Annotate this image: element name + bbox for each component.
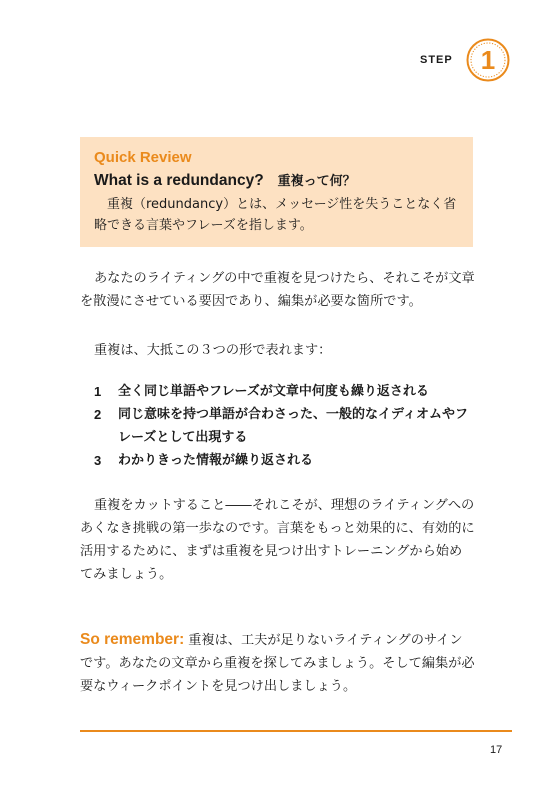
quick-review-question-en: What is a redundancy?	[94, 172, 264, 189]
so-remember-paragraph	[80, 628, 475, 698]
footer-rule	[80, 730, 512, 732]
step-label: STEP	[420, 54, 453, 66]
so-remember-label: So remember:	[80, 631, 185, 648]
list-item	[94, 403, 474, 449]
body-paragraph-3: 重複をカットすること――それこそが、理想のライティングへのあくなき挑戦の第一歩なのです。言葉をもっと効果的に、有効的に活用するために、まずは重複を見つけ出すトレーニングから始めてみましょう。	[80, 498, 475, 582]
step-badge	[466, 38, 510, 82]
list-item-number: 1	[94, 384, 102, 399]
quick-review-box	[80, 137, 473, 247]
body-paragraph-2: 重複は、大抵この３つの形で表れます：	[94, 343, 332, 358]
list-item-number: 3	[94, 453, 102, 468]
list-item	[94, 449, 474, 472]
redundancy-list	[94, 380, 474, 472]
body-paragraph-1: あなたのライティングの中で重複を見つけたら、それこそが文章を散漫にさせている要因であり、編集が必要な箇所です。	[80, 271, 475, 309]
list-item-text: わかりきった情報が繰り返される	[118, 453, 314, 468]
list-item-text: 同じ意味を持つ単語が合わさった、一般的なイディオムやフレーズとして出現する	[118, 407, 468, 445]
quick-review-question-jp: 重複って何？	[277, 174, 356, 189]
quick-review-description: 重複（redundancy）とは、メッセージ性を失うことなく省略できる言葉やフレーズを指します。	[94, 197, 457, 233]
list-item-number: 2	[94, 407, 102, 422]
quick-review-question	[94, 170, 459, 192]
list-item	[94, 380, 474, 403]
step-number: 1	[480, 45, 496, 75]
list-item-text: 全く同じ単語やフレーズが文章中何度も繰り返される	[118, 384, 429, 399]
page-number: 17	[490, 744, 503, 756]
quick-review-title: Quick Review	[94, 149, 192, 166]
so-remember-text: 重複は、工夫が足りないライティングのサインです。あなたの文章から重複を探してみましょう。そして編集が必要なウィークポイントを見つけ出しましょう。	[80, 633, 475, 694]
